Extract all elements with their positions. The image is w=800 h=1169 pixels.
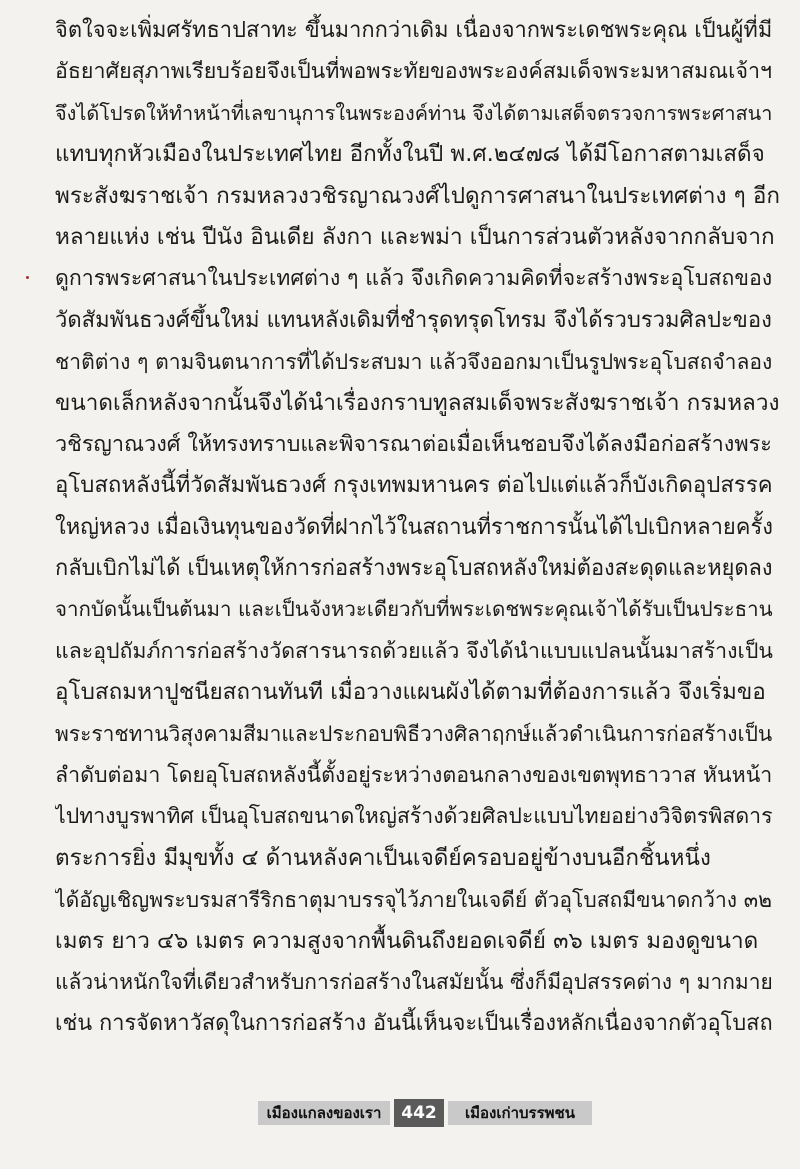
text-line: ดูการพระศาสนาในประเทศต่าง ๆ แล้ว จึงเกิดความคิดที่จะสร้างพระอุโบสถของ: [55, 266, 773, 292]
text-line: เมตร ยาว ๔๖ เมตร ความสูงจากพื้นดินถึงยอดเจดีย์ ๓๖ เมตร มองดูขนาด: [55, 927, 759, 954]
text-line: จากบัดนั้นเป็นต้นมา และเป็นจังหวะเดียวกับที่พระเดชพระคุณเจ้าได้รับเป็นประธาน: [55, 597, 773, 622]
text-line: กลับเบิกไม่ได้ เป็นเหตุให้การก่อสร้างพระอุโบสถหลังใหม่ต้องสะดุดและหยุดลง: [55, 556, 773, 582]
body-text: [55, 10, 780, 1045]
text-line: วชิรญาณวงศ์ ให้ทรงทราบและพิจารณาต่อเมื่อเห็นชอบจึงได้ลงมือก่อสร้างพระ: [55, 431, 772, 457]
text-line: ใหญ่หลวง เมื่อเงินทุนของวัดที่ฝากไว้ในสถานที่ราชการนั้นได้ไปเบิกหลายครั้ง: [55, 514, 774, 540]
text-line: ลำดับต่อมา โดยอุโบสถหลังนี้ตั้งอยู่ระหว่างตอนกลางของเขตพุทธาวาส หันหน้า: [55, 763, 773, 789]
page-number: 442: [394, 1099, 444, 1127]
text-line: จิตใจจะเพิ่มศรัทธาปสาทะ ขึ้นมากกว่าเดิม เนื่องจากพระเดชพระคุณ เป็นผู้ที่มี: [55, 18, 773, 43]
text-line: อุโบสถหลังนี้ที่วัดสัมพันธวงศ์ กรุงเทพมหานคร ต่อไปแต่แล้วก็บังเกิดอุปสรรค: [55, 472, 773, 499]
footer-chapter-title: เมืองเก่าบรรพชน: [448, 1101, 592, 1125]
text-line: วัดสัมพันธวงศ์ขึ้นใหม่ แทนหลังเดิมที่ชำรุดทรุดโทรม จึงได้รวบรวมศิลปะของ: [55, 307, 772, 333]
ink-speck: [26, 276, 29, 279]
text-line: ขนาดเล็กหลังจากนั้นจึงได้นำเรื่องกราบทูลสมเด็จพระสังฆราชเจ้า กรมหลวง: [55, 389, 780, 416]
text-line: เช่น การจัดหาวัสดุในการก่อสร้าง อันนี้เห็นจะเป็นเรื่องหลักเนื่องจากตัวอุโบสถ: [55, 1011, 773, 1037]
text-line: อัธยาศัยสุภาพเรียบร้อยจึงเป็นที่พอพระทัยของพระองค์สมเด็จพระมหาสมณเจ้าฯ: [55, 59, 773, 85]
text-line: พระสังฆราชเจ้า กรมหลวงวชิรญาณวงศ์ไปดูการศาสนาในประเทศต่าง ๆ อีก: [55, 182, 780, 209]
text-line: พระราชทานวิสุงคามสีมาและประกอบพิธีวางศิลาฤกษ์แล้วดำเนินการก่อสร้างเป็น: [55, 721, 773, 746]
text-line: อุโบสถมหาปูชนียสถานทันที เมื่อวางแผนผังได้ตามที่ต้องการแล้ว จึงเริ่มขอ: [55, 679, 766, 706]
text-line: แล้วน่าหนักใจที่เดียวสำหรับการก่อสร้างในสมัยนั้น ซึ่งก็มีอุปสรรคต่าง ๆ มากมาย: [55, 969, 773, 994]
text-line: ได้อัญเชิญพระบรมสารีริกธาตุมาบรรจุไว้ภายในเจดีย์ ตัวอุโบสถมีขนาดกว้าง ๓๒: [55, 887, 773, 913]
text-line: จึงได้โปรดให้ทำหน้าที่เลขานุการในพระองค์ท่าน จึงได้ตามเสด็จตรวจการพระศาสนา: [55, 101, 773, 125]
text-line: ไปทางบูรพาทิศ เป็นอุโบสถขนาดใหญ่สร้างด้วยศิลปะแบบไทยอย่างวิจิตรพิสดาร: [55, 804, 773, 830]
text-line: แทบทุกหัวเมืองในประเทศไทย อีกทั้งในปี พ.ศ.๒๔๗๘ ได้มีโอกาสตามเสด็จ: [55, 141, 765, 168]
footer-book-title: เมืองแกลงของเรา: [258, 1101, 390, 1125]
text-line: หลายแห่ง เช่น ปีนัง อินเดีย ลังกา และพม่า เป็นการส่วนตัวหลังจากกลับจาก: [55, 223, 775, 250]
text-line: ชาติต่าง ๆ ตามจินตนาการที่ได้ประสบมา แล้วจึงออกมาเป็นรูปพระอุโบสถจำลอง: [55, 349, 773, 375]
text-line: ตระการยิ่ง มีมุขทั้ง ๔ ด้านหลังคาเป็นเจดีย์ครอบอยู่ข้างบนอีกชิ้นหนึ่ง: [55, 844, 711, 871]
page-footer: [0, 1099, 800, 1129]
text-line: และอุปถัมภ์การก่อสร้างวัดสารนารถด้วยแล้ว จึงได้นำแบบแปลนนั้นมาสร้างเป็น: [55, 638, 773, 664]
